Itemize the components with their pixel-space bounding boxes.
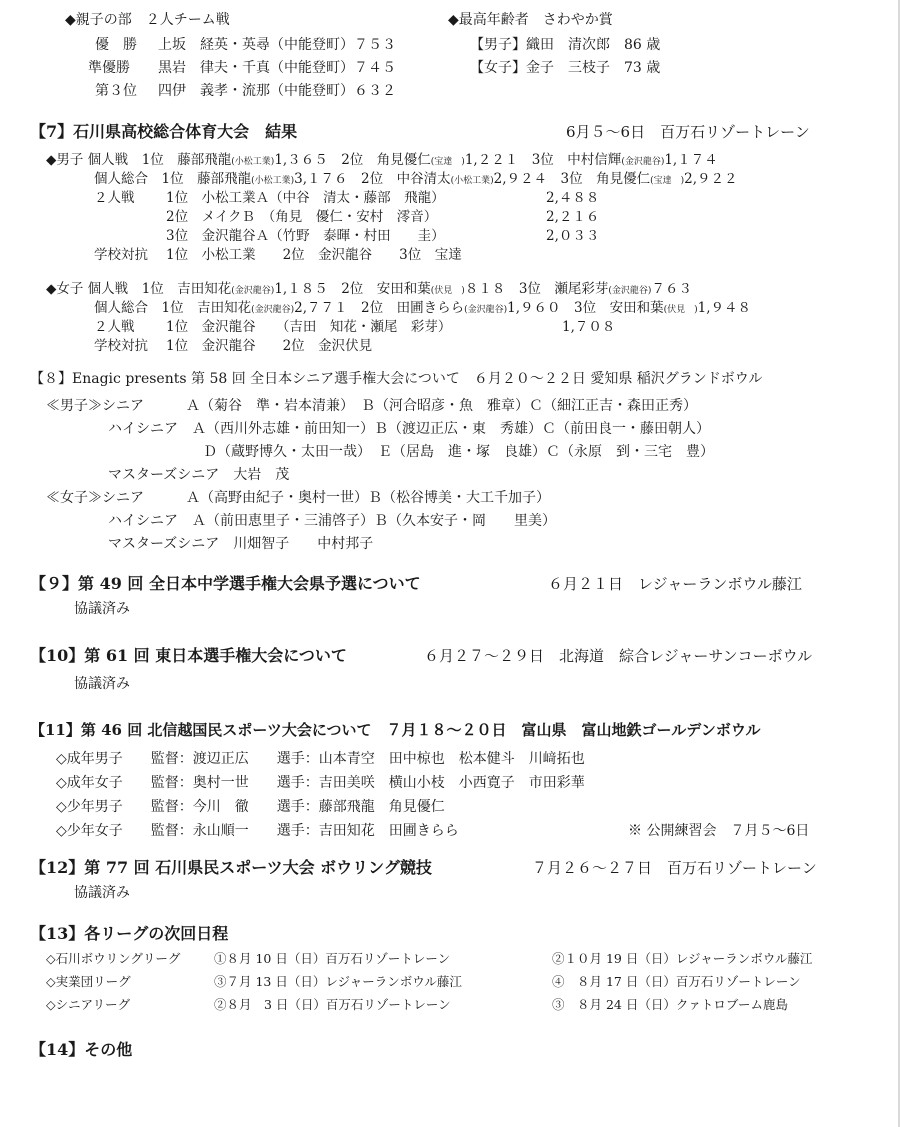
cell-school: (伏見 ) <box>663 305 698 315</box>
oldest-heading: ◆最高年齢者 さわやか賞 <box>448 12 613 28</box>
sec11-title: 【11】第 46 回 北信越国民スポーツ大会について ７月１８～２０日 富山県 富山地鉄ゴールデンボウル <box>30 721 761 739</box>
league-next-date: ②８月 3 日（日）百万石リゾートレーン <box>214 997 451 1012</box>
cell-score: 2,４８８ <box>546 190 600 206</box>
league-later-date: ④ ８月 17 日（日）百万石リゾートレーン <box>552 974 801 989</box>
cell: 1,１８５ 2位 安田和葉 <box>274 281 431 297</box>
family-rank-2: 準優勝 <box>88 60 130 76</box>
cell: 1,３６５ 2位 角見優仁 <box>274 152 431 168</box>
cell: 1,９４８ <box>697 300 752 316</box>
cell-school: (宝達 ) <box>650 176 685 186</box>
oldest-male: 【男子】織田 清次郎 86 歳 <box>470 37 661 53</box>
league-later-date: ③ ８月 24 日（日）クァトロブーム鹿島 <box>552 997 788 1012</box>
sec9-note: 協議済み <box>74 601 130 617</box>
cell-school: (小松工業) <box>251 176 295 186</box>
sec8-line: Ｄ（蔵野博久・太田一哉） Ｅ（居島 進・塚 良雄）Ｃ（永原 到・三宅 豊） <box>203 444 714 460</box>
sec8-title: 【８】Enagic presents 第 58 回 全日本シニア選手権大会について ６月２０～２２日 愛知県 稲沢グランドボウル <box>30 371 763 387</box>
cell: 2,９２２ <box>684 171 738 187</box>
cell: 1位 小松工業 2位 金沢龍谷 3位 宝達 <box>166 247 462 263</box>
sec11-row: ◇少年女子 監督：永山順一 選手：吉田知花 田圃きらら <box>56 823 459 839</box>
cell-school: (小松工業) <box>450 176 494 186</box>
cell-score: 1,７０８ <box>562 319 616 335</box>
sec9-title: 【９】第 49 回 全日本中学選手権大会県予選について <box>30 574 421 593</box>
cell: 1位 金沢龍谷 （吉田 知花・瀬尾 彩芽） <box>166 319 452 335</box>
cell-school: (金沢龍谷) <box>231 286 275 296</box>
sec8-line: ≪男子≫シニア Ａ（菊谷 準・岩本清兼） Ｂ（河合昭彦・魚 雅章）Ｃ（細江正吉・森田正秀） <box>46 398 697 414</box>
sec10-date: ６月２７～２９日 北海道 綜合レジャーサンコーボウル <box>424 647 813 665</box>
sec8-line: ハイシニア Ａ（西川外志雄・前田知一）Ｂ（渡辺正広・東 秀雄）Ｃ（前田良一・藤田朝人） <box>108 421 710 437</box>
family-heading: ◆親子の部 ２人チーム戦 <box>65 12 230 28</box>
sec9-date: ６月２１日 レジャーランボウル藤江 <box>548 575 802 593</box>
cell: 2,９２４ 3位 角見優仁 <box>493 171 651 187</box>
sec7-girls-row <box>46 280 692 300</box>
cell-label: ◆男子 個人戦 <box>46 152 129 168</box>
cell-label: 学校対抗 <box>94 338 148 354</box>
sec13-title: 【13】各リーグの次回日程 <box>30 924 229 943</box>
cell-school: (金沢龍谷) <box>464 305 508 315</box>
sec11-practice-note: ※ 公開練習会 ７月５～6日 <box>628 823 810 839</box>
league-next-date: ①８月 10 日（日）百万石リゾートレーン <box>214 951 451 966</box>
cell-school: (宝達 ) <box>430 157 465 167</box>
cell-label: 個人総合 <box>94 300 148 316</box>
cell: ７６３ <box>651 281 692 297</box>
league-name: ◇実業団リーグ <box>46 974 131 989</box>
cell-school: (伏見 ) <box>430 286 465 296</box>
family-rank-3: 第３位 <box>95 83 137 99</box>
cell: 3,１７６ 2位 中谷清太 <box>294 171 451 187</box>
cell-label: ２人戦 <box>94 190 135 206</box>
cell: 1位 小松工業Ａ（中谷 清太・藤部 飛龍） <box>166 190 445 206</box>
sec7-title: 【7】石川県高校総合体育大会 結果 <box>30 122 298 141</box>
sec14-title: 【14】その他 <box>30 1040 133 1059</box>
cell: 1,２２１ 3位 中村信輝 <box>464 152 622 168</box>
cell-label: 個人総合 <box>94 171 148 187</box>
league-name: ◇シニアリーグ <box>46 997 131 1012</box>
cell: 1位 金沢龍谷 2位 金沢伏見 <box>166 338 373 354</box>
cell-score: 2,２１６ <box>546 209 600 225</box>
cell-school: (小松工業) <box>231 157 275 167</box>
sec7-boys-row <box>46 151 718 171</box>
sec10-note: 協議済み <box>74 676 130 692</box>
sec8-line: ハイシニア Ａ（前田恵里子・三浦啓子）Ｂ（久本安子・岡 里美） <box>108 513 556 529</box>
family-rank-1: 優 勝 <box>95 37 137 53</box>
sec11-row: ◇成年女子 監督：奥村一世 選手：吉田美咲 横山小枝 小西寛子 市田彩華 <box>56 775 585 791</box>
cell: 3位 金沢龍谷Ａ（竹野 泰暉・村田 圭） <box>166 228 445 244</box>
sec7-girls-row <box>94 299 751 319</box>
sec7-boys-row <box>94 170 738 190</box>
family-names-2: 黒岩 律夫・千真（中能登町）７４５ <box>158 60 396 76</box>
cell-score: 2,０３３ <box>546 228 600 244</box>
sec12-date: ７月２６～２７日 百万石リゾートレーン <box>532 859 817 877</box>
cell-school: (金沢龍谷) <box>621 157 665 167</box>
sec12-note: 協議済み <box>74 885 130 901</box>
cell-label: ◆女子 個人戦 <box>46 281 129 297</box>
sec7-date: 6月５～6日 百万石リゾートレーン <box>566 123 810 141</box>
sec8-line: ≪女子≫シニア Ａ（高野由紀子・奥村一世）Ｂ（松谷博美・大工千加子） <box>46 490 550 506</box>
cell: 1位 吉田知花 <box>141 281 232 297</box>
cell: 2,７７１ 2位 田圃きらら <box>294 300 465 316</box>
cell-school: (金沢龍谷) <box>251 305 295 315</box>
oldest-female: 【女子】金子 三枝子 73 歳 <box>470 60 661 76</box>
cell: 1,９６０ 3位 安田和葉 <box>507 300 664 316</box>
cell: 2位 メイクＢ （角見 優仁・安村 澪音） <box>166 209 438 225</box>
league-later-date: ②１０月 19 日（日）レジャーランボウル藤江 <box>552 951 813 966</box>
league-next-date: ③７月 13 日（日）レジャーランボウル藤江 <box>214 974 462 989</box>
league-name: ◇石川ボウリングリーグ <box>46 951 181 966</box>
cell: 1位 吉田知花 <box>161 300 252 316</box>
cell-school: (金沢龍谷) <box>608 286 652 296</box>
family-names-3: 四伊 義孝・流那（中能登町）６３２ <box>158 83 396 99</box>
sec11-row: ◇成年男子 監督：渡辺正広 選手：山本青空 田中椋也 松本健斗 川﨑拓也 <box>56 751 585 767</box>
cell: ８１８ 3位 瀬尾彩芽 <box>464 281 609 297</box>
cell: 1,１７４ <box>664 152 718 168</box>
sec10-title: 【10】第 61 回 東日本選手権大会について <box>30 646 347 665</box>
sec11-row: ◇少年男子 監督：今川 徹 選手：藤部飛龍 角見優仁 <box>56 799 445 815</box>
sec8-line: マスターズシニア 大岩 茂 <box>108 467 290 483</box>
cell: 1位 藤部飛龍 <box>161 171 252 187</box>
cell: 1位 藤部飛龍 <box>141 152 232 168</box>
sec12-title: 【12】第 77 回 石川県民スポーツ大会 ボウリング競技 <box>30 858 432 877</box>
cell-label: ２人戦 <box>94 319 135 335</box>
sec8-line: マスターズシニア 川畑智子 中村邦子 <box>108 536 374 552</box>
family-names-1: 上坂 経英・英尋（中能登町）７５３ <box>158 37 396 53</box>
cell-label: 学校対抗 <box>94 247 148 263</box>
